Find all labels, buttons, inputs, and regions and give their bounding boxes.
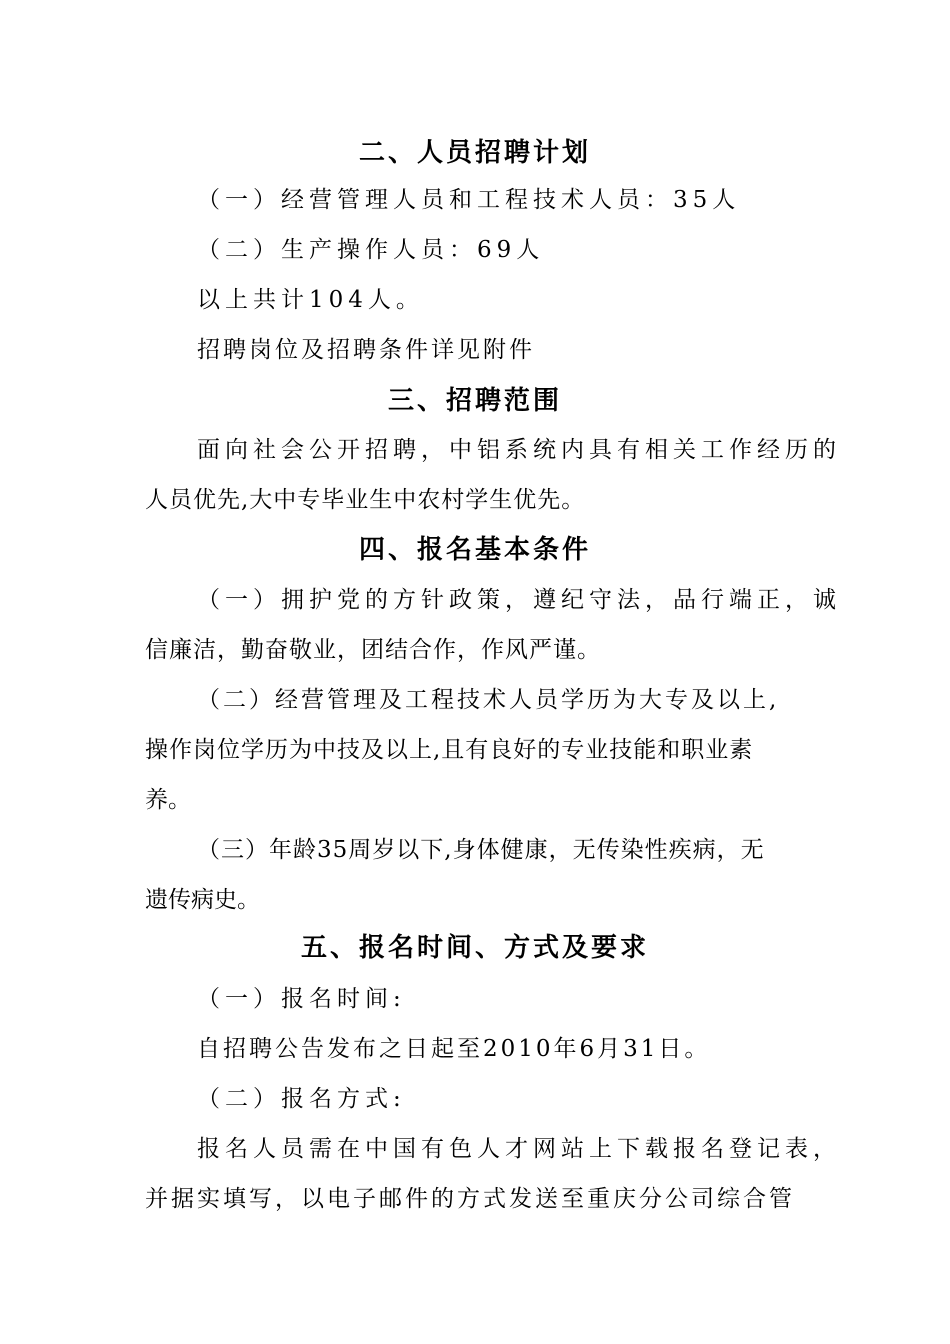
paragraph-line: 人员优先,大中专毕业生中农村学生优先。: [145, 487, 586, 513]
paragraph-line: 面向社会公开招聘，中铝系统内具有相关工作经历的: [197, 437, 841, 463]
paragraph-line: 并据实填写，以电子邮件的方式发送至重庆分公司综合管: [145, 1186, 795, 1212]
paragraph-line: 操作岗位学历为中技及以上,且有良好的专业技能和职业素: [145, 737, 754, 763]
section-heading-basic-conditions: 四、报名基本条件: [358, 535, 591, 565]
paragraph-line: 遗传病史。: [145, 887, 260, 913]
paragraph-line: 信廉洁，勤奋敬业，团结合作，作风严谨。: [145, 637, 601, 663]
paragraph-line: （三）年龄35周岁以下,身体健康，无传染性疾病，无: [197, 837, 765, 863]
paragraph-line: （一）报名时间:: [197, 986, 406, 1012]
section-heading-recruitment-plan: 二、人员招聘计划: [358, 138, 591, 168]
paragraph-line: 自招聘公告发布之日起至2010年6月31日。: [197, 1036, 711, 1062]
paragraph-line: 报名人员需在中国有色人才网站上下载报名登记表，: [197, 1136, 841, 1162]
paragraph-line: （二）经营管理及工程技术人员学历为大专及以上,: [197, 687, 780, 713]
paragraph-line: （二）生产操作人员：69人: [197, 237, 545, 263]
paragraph-line: （一）经营管理人员和工程技术人员：35人: [197, 187, 741, 213]
section-heading-recruitment-scope: 三、招聘范围: [387, 386, 562, 416]
section-heading-registration: 五、报名时间、方式及要求: [300, 933, 649, 963]
paragraph-line: 招聘岗位及招聘条件详见附件: [197, 337, 535, 363]
paragraph-line: （一）拥护党的方针政策，遵纪守法，品行端正，诚: [197, 587, 841, 613]
paragraph-line: 养。: [145, 787, 191, 813]
paragraph-line: 以上共计104人。: [197, 287, 424, 313]
paragraph-line: （二）报名方式:: [197, 1086, 406, 1112]
